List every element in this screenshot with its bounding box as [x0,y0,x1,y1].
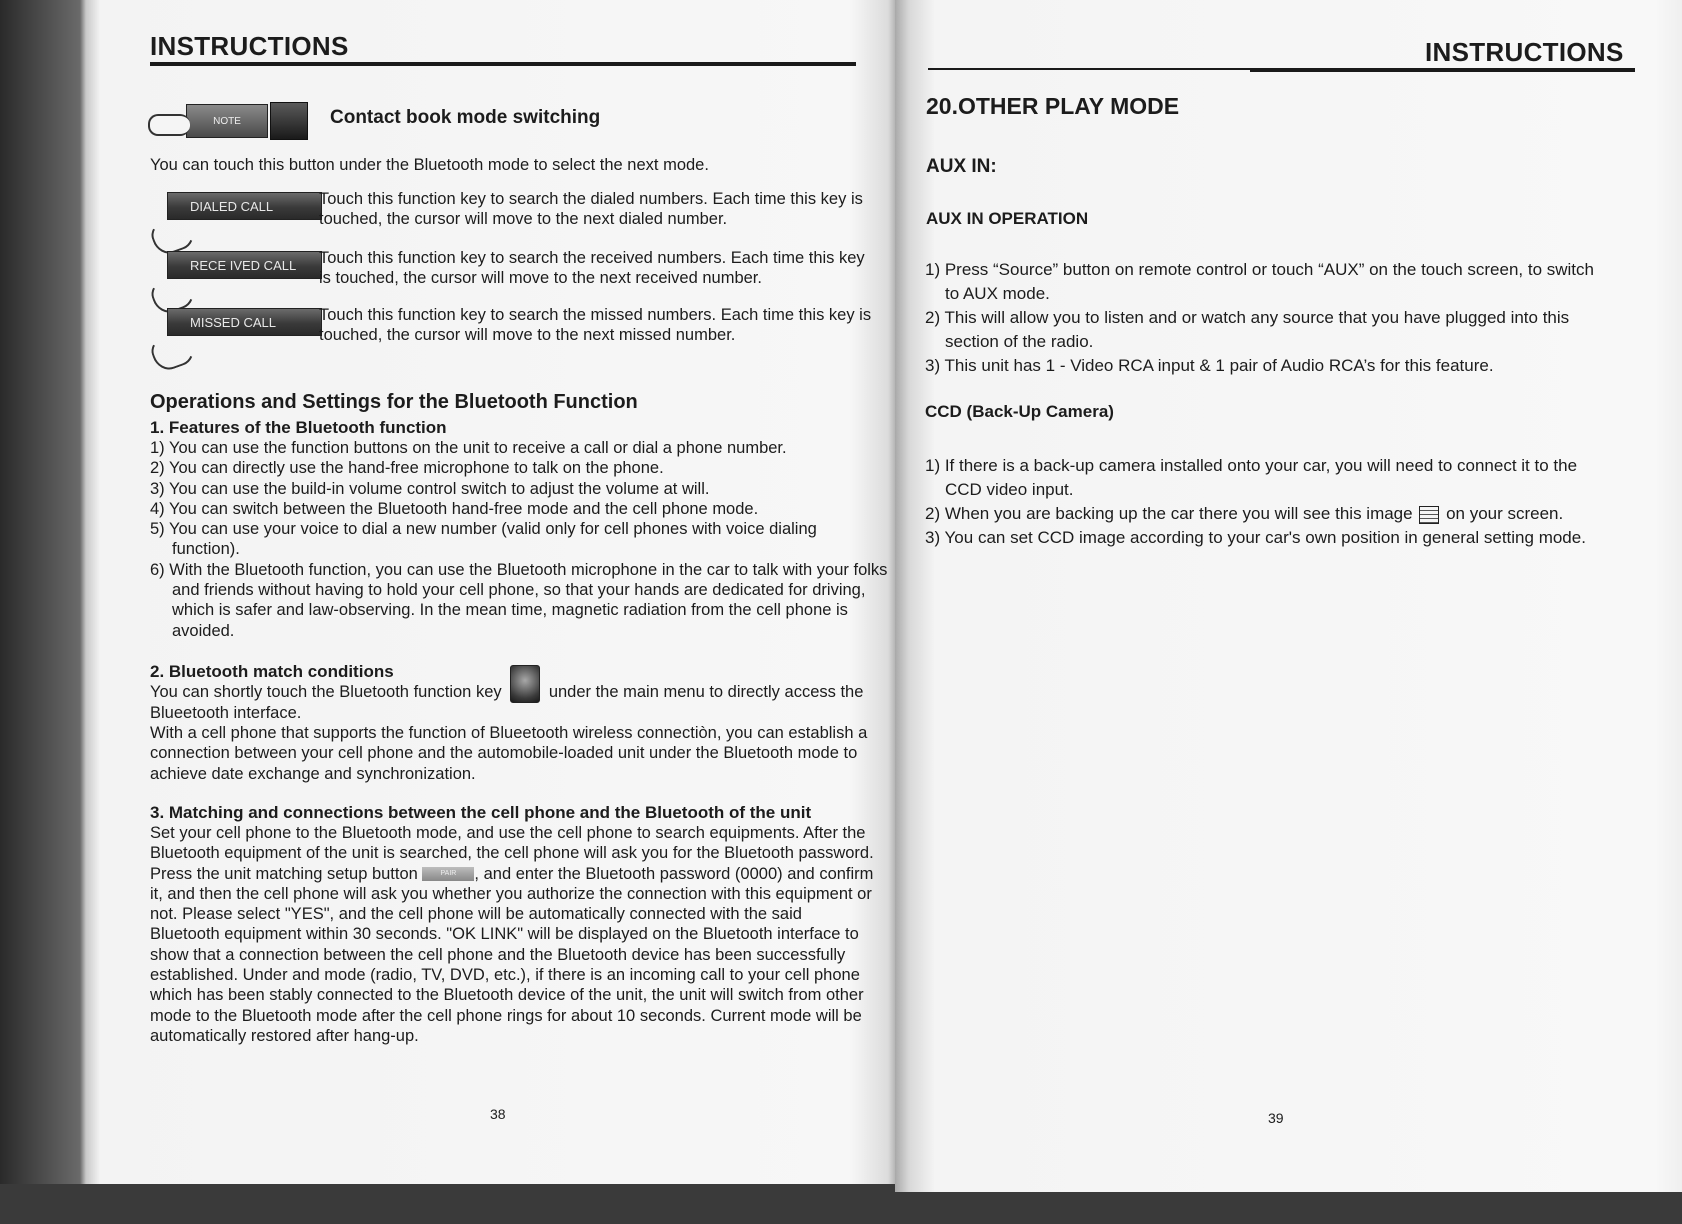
left-header-title: INSTRUCTIONS [150,31,349,61]
list-item: 1) You can use the function buttons on the unit to receive a call or dial a phone number. [150,439,787,457]
received-call-button[interactable] [167,251,322,279]
pair-button[interactable]: PAIR [422,867,474,881]
dialed-call-label: DIALED CALL [190,198,274,214]
match-text-b: under the main menu to directly access the Blueetooth interface. [150,683,864,722]
ccd-step2-text-b: on your screen. [1446,504,1564,523]
list-item: 4) You can switch between the Bluetooth hand-free mode and the cell phone mode. [150,499,759,518]
list-item: 1) If there is a back-up camera installed onto your car, you will need to connect it to the CCD video input. [925,456,1578,499]
note-icon [148,100,308,140]
right-page-number: 39 [1268,1110,1284,1126]
list-item: 3) You can set CCD image according to your car's own position in general setting mode. [925,528,1586,547]
missed-call-desc: Touch this function key to search the missed numbers. Each time this key is touched, the cursor will move to the next missed number. [319,306,872,344]
bluetooth-heading: Operations and Settings for the Bluetooth Function [150,391,638,413]
aux-steps-list [925,258,1605,378]
contact-book-heading: Contact book mode switching [330,107,601,128]
received-call-desc: Touch this function key to search the received numbers. Each time this key is touched, the cursor will move to the next received number. [319,249,865,287]
list-item: 2) You can directly use the hand-free microphone to talk on the phone. [150,459,664,478]
right-header-title: INSTRUCTIONS [1425,37,1624,67]
connect-text-b: , and enter the Bluetooth password (0000) and confirm it, and then the cell phone will ask you whether you authorize the connection with this equipment or not. Please select "YES", and the cell phone will be automatically connected with the said Bluetooth equipment within 30 seconds. "OK LINK" will be displayed on the Bluetooth interface to show that a connection between the cell phone and the Bluetooth device has been successfully established. Under and mode (radio, TV, DVD, etc.), if there is an incoming call to your cell phone which has been stably connected to the Bluetooth device of the unit, the unit will switch from other mode to the Bluetooth mode after the cell phone rings for about 10 seconds. Current mode will be automatically restored after hang-up. [150,864,874,1045]
ccd-step2-text-a: 2) When you are backing up the car there you will see this image [925,504,1413,523]
connect-heading: 3. Matching and connections between the cell phone and the Bluetooth of the unit [150,803,812,822]
camera-image-icon [1419,506,1439,524]
received-call-label: RECE IVED CALL [190,257,297,273]
left-header-rule [150,62,856,66]
dialed-call-button[interactable] [167,192,322,220]
features-heading: 1. Features of the Bluetooth function [150,418,447,437]
aux-op-heading: AUX IN OPERATION [926,209,1089,228]
left-page-number: 38 [490,1106,506,1122]
match-text-a: You can shortly touch the Bluetooth function key [150,683,502,701]
list-item: 2) This will allow you to listen and or watch any source that you have plugged into this section of the radio. [925,308,1570,351]
missed-call-label: MISSED CALL [190,314,276,330]
bluetooth-key-icon [510,665,540,703]
connect-text-a: Set your cell phone to the Bluetooth mode, and use the cell phone to search equipments. After the Bluetooth equipment of the unit is searched, the cell phone will ask you for the Bluetooth password. Press the unit matching setup button [150,824,874,883]
contact-book-intro: You can touch this button under the Bluetooth mode to select the next mode. [150,156,709,174]
ccd-steps-list [925,454,1625,550]
missed-call-button[interactable] [167,308,322,336]
other-play-heading: 20.OTHER PLAY MODE [926,93,1180,119]
match-text-2: With a cell phone that supports the function of Blueetooth wireless connectiòn, you can establish a connection between your cell phone and the automobile-loaded unit under the Bluetooth mode to achieve date exchange and synchronization. [150,724,868,783]
list-item: 3) This unit has 1 - Video RCA input & 1 pair of Audio RCA’s for this feature. [925,356,1494,375]
match-heading: 2. Bluetooth match conditions [150,662,394,681]
ccd-heading: CCD (Back-Up Camera) [925,402,1114,421]
right-header-rule [1250,68,1635,72]
right-page [895,0,1682,1192]
features-list [150,438,888,641]
aux-in-heading: AUX IN: [926,156,997,177]
connect-text [150,823,876,1046]
list-item [925,502,1625,526]
list-item: 6) With the Bluetooth function, you can use the Bluetooth microphone in the car to talk with your folks and friends without having to hold your cell phone, so that your hands are dedicated for driving, which is safer and law-observing. In the mean time, magnetic radiation from the cell phone is avoided. [150,560,888,640]
list-item: 5) You can use your voice to dial a new number (valid only for cell phones with voice dialing function). [150,520,817,559]
note-label: NOTE [186,104,268,138]
list-item: 1) Press “Source” button on remote control or touch “AUX” on the touch screen, to switch to AUX mode. [925,260,1594,303]
list-item: 3) You can use the build-in volume control switch to adjust the volume at will. [150,479,710,498]
dialed-call-desc: Touch this function key to search the dialed numbers. Each time this key is touched, the cursor will move to the next dialed number. [319,190,863,228]
match-text [150,682,880,723]
